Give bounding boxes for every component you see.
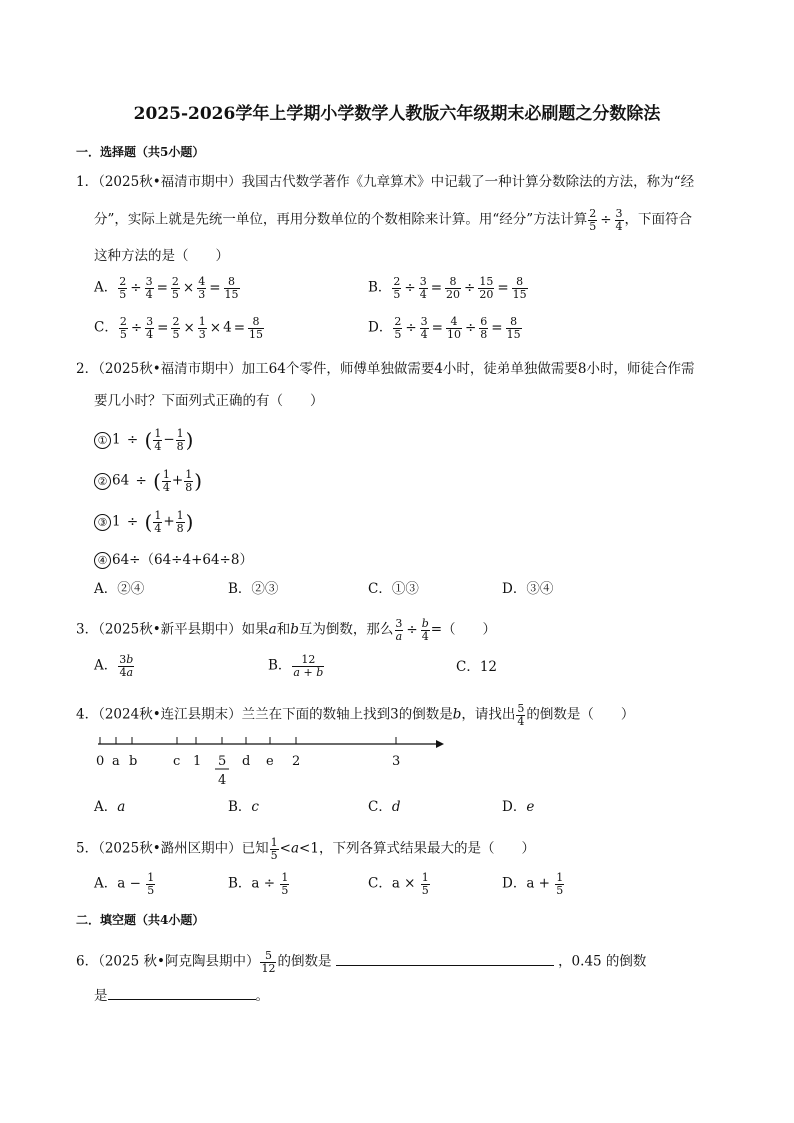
option-c[interactable]: C．a × $\frac{1}{5}$ [368, 871, 429, 897]
label-5: 5 [218, 754, 227, 769]
option-d[interactable]: D．e [502, 799, 535, 815]
question-6-line-2: 是 。 [94, 988, 269, 1004]
option-a[interactable]: A．a [94, 799, 126, 815]
question-text: 分”，实际上就是先统一单位，再用分数单位的个数相除来计算。用“经分”方法计算 [94, 211, 588, 228]
option-c[interactable]: C．d [368, 799, 401, 815]
question-number: 1． [76, 174, 99, 190]
label-e: e [266, 754, 274, 769]
item-4: ④ 64÷（64÷4+64÷8） [94, 552, 253, 569]
answer-blank-2[interactable] [108, 999, 256, 1000]
question-2-line-2: 要几小时？下面列式正确的有（ ） [94, 393, 324, 409]
option-b[interactable]: B． $\frac{12}{a + b}$ [268, 653, 324, 679]
question-text: （2025秋•福清市期中）我国古代数学著作《九章算术》中记载了一种计算分数除法的方法，称为“经 [98, 174, 695, 190]
section-heading-choice: 一．选择题（共5小题） [76, 145, 205, 159]
question-1-line-1 [76, 176, 694, 190]
label-a: a [112, 754, 120, 769]
question-4-line-1: 4．（2024秋•连江县期末）兰兰在下面的数轴上找到3的倒数是b，请找出 $\frac{5}{4}$ 的倒数是（ ） [76, 702, 635, 728]
label-1: 1 [193, 754, 202, 769]
fraction: $\frac{3}{4}$ [615, 207, 623, 233]
option-b[interactable]: B．c [228, 799, 259, 815]
option-a[interactable]: A．②④ [94, 581, 145, 597]
option-c[interactable]: C．12 [456, 659, 498, 675]
option-a[interactable]: A． $\frac{2}{5}$ ÷ $\frac{3}{4}$ = $\frac{2}{5}$ × $\frac{4}{3}$ = $\frac{8}{15}$ [94, 275, 239, 301]
label-c: c [173, 754, 181, 769]
option-b[interactable]: B．a ÷ $\frac{1}{5}$ [228, 871, 289, 897]
label-b: b [129, 754, 138, 769]
option-c[interactable]: C．①③ [368, 581, 419, 597]
question-6-line-1: 6．（2025 秋•阿克陶县期中） $\frac{5}{12}$ 的倒数是 ，0.45 的倒数 [76, 949, 647, 975]
label-0: 0 [96, 754, 105, 769]
section-heading-fill: 二．填空题（共4小题） [76, 913, 205, 927]
option-a[interactable]: A． $\frac{3b}{4a}$ [94, 653, 134, 679]
option-d[interactable]: D．a + $\frac{1}{5}$ [502, 871, 564, 897]
item-2: ② 64 ÷ ( $\frac{1}{4}$ + $\frac{1}{8}$ ) [94, 469, 202, 493]
question-5-line-1: 5．（2025秋•潞州区期中）已知 $\frac{1}{5}$ <a<1，下列各算式结果最大的是（ ） [76, 836, 535, 862]
number-line [90, 732, 450, 792]
arrow-head-icon [436, 740, 444, 748]
option-d[interactable]: D． $\frac{2}{5}$ ÷ $\frac{3}{4}$ = $\frac{4}{10}$ ÷ $\frac{6}{8}$ = $\frac{8}{15}$ [368, 315, 521, 341]
option-b[interactable]: B．②③ [228, 581, 279, 597]
item-3: ③ 1 ÷ ( $\frac{1}{4}$ + $\frac{1}{8}$ ) [94, 510, 193, 534]
label-d: d [242, 754, 251, 769]
item-1: ① 1 ÷ ( $\frac{1}{4}$ − $\frac{1}{8}$ ) [94, 428, 193, 452]
answer-blank-1[interactable] [336, 965, 554, 966]
label-4: 4 [218, 773, 227, 788]
circled-number: ④ [94, 552, 111, 569]
ticks [100, 737, 396, 744]
circled-number: ② [94, 473, 111, 490]
label-3: 3 [392, 754, 401, 769]
option-c[interactable]: C． $\frac{2}{5}$ ÷ $\frac{3}{4}$ = $\frac{2}{5}$ × $\frac{1}{3}$ × 4 = $\frac{8}{15}$ [94, 315, 263, 341]
question-text: ，下面符合 [624, 211, 693, 228]
circled-number: ① [94, 432, 111, 449]
option-a[interactable]: A．a − $\frac{1}{5}$ [94, 871, 155, 897]
question-2-line-1: 2．（2025秋•福清市期中）加工64个零件，师傅单独做需要4小时，徒弟单独做需要8小时，师徒合作需 [76, 361, 695, 377]
page-title: 2025-2026学年上学期小学数学人教版六年级期末必刷题之分数除法 [133, 104, 661, 124]
option-d[interactable]: D．③④ [502, 581, 554, 597]
question-1-line-3: 这种方法的是（ ） [94, 248, 229, 264]
option-b[interactable]: B． $\frac{2}{5}$ ÷ $\frac{3}{4}$ = $\frac{8}{20}$ ÷ $\frac{15}{20}$ = $\frac{8}{15}$ [368, 275, 527, 301]
question-3-line-1: 3．（2025秋•新平县期中）如果a和b互为倒数，那么 $\frac{3}{a}$ ÷ $\frac{b}{4}$ =（ ） [76, 617, 497, 643]
fraction: $\frac{2}{5}$ [589, 207, 597, 233]
circled-number: ③ [94, 514, 111, 531]
question-1-line-2: 分”，实际上就是先统一单位，再用分数单位的个数相除来计算。用“经分”方法计算 $\frac{2}{5}$ ÷ $\frac{3}{4}$ ，下面符合 [94, 207, 693, 233]
label-2: 2 [292, 754, 301, 769]
